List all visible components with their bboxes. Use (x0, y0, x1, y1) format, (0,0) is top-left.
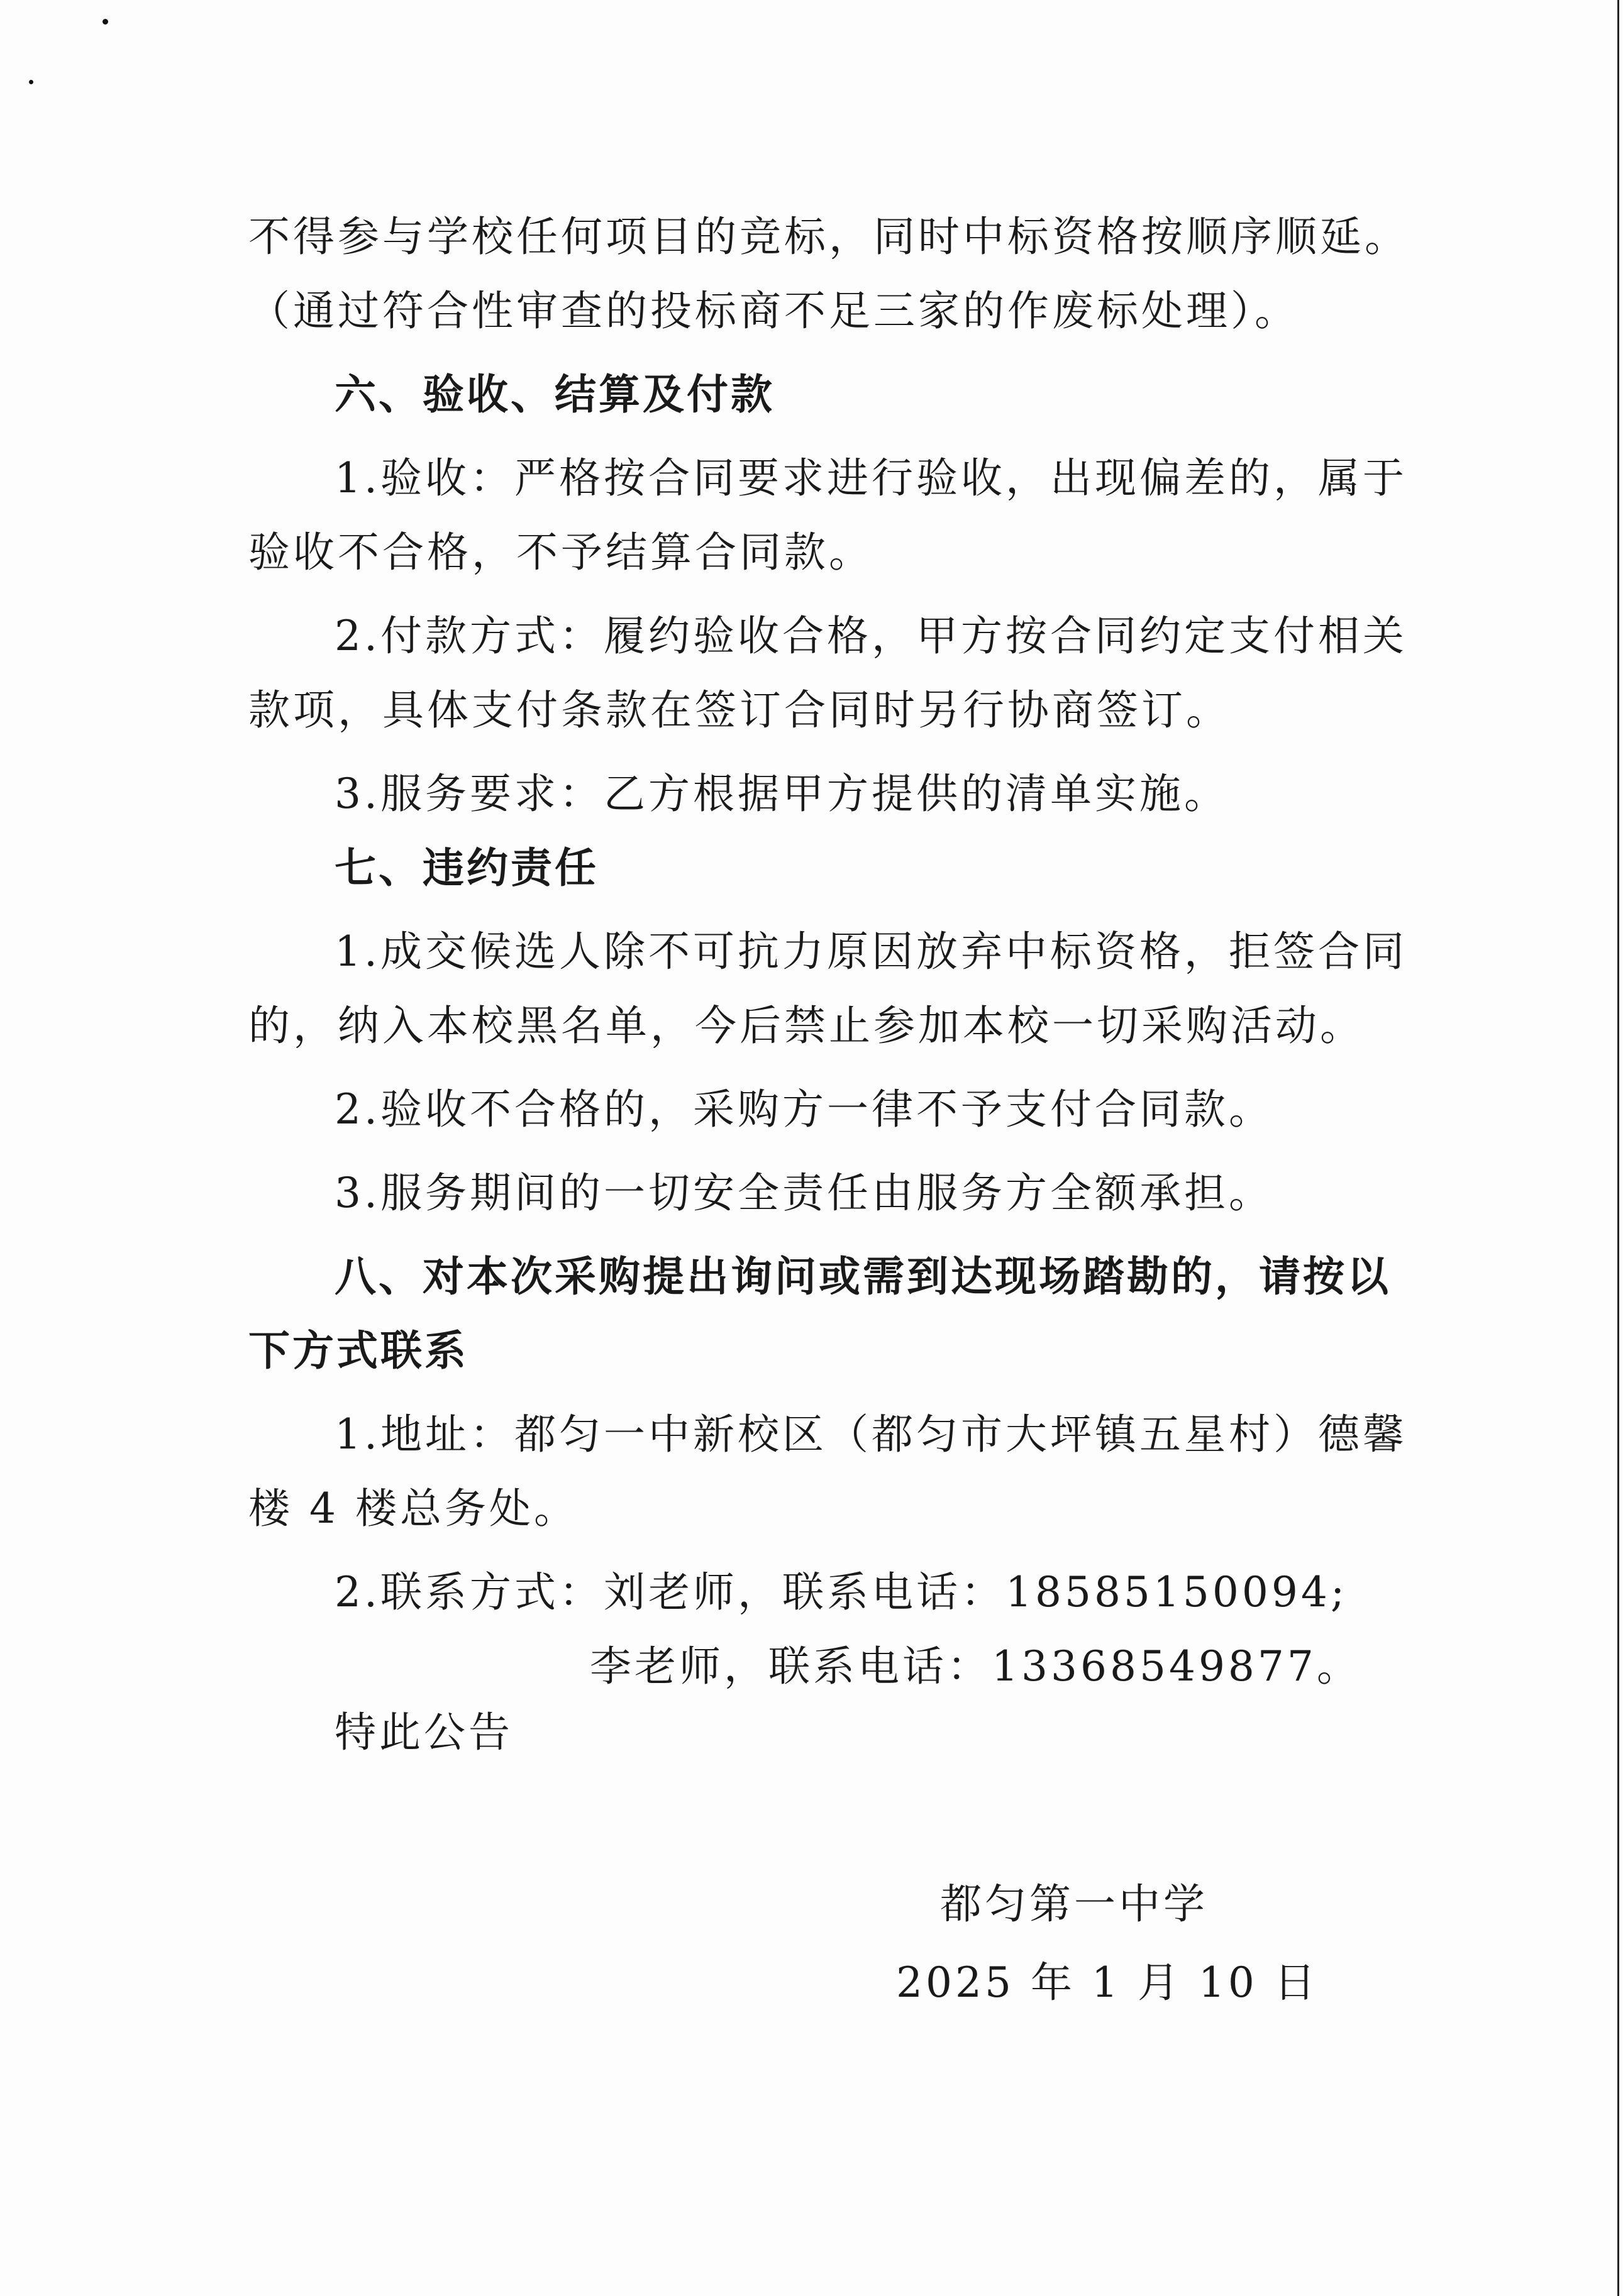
clause-6-3: 3.服务要求：乙方根据甲方提供的清单实施。 (335, 770, 1229, 818)
clause-8-2-cont: 李老师，联系电话：13368549877。 (590, 1642, 1361, 1691)
section-heading-6: 六、验收、结算及付款 (335, 370, 775, 419)
clause-6-1: 1.验收：严格按合同要求进行验收，出现偏差的，属于 (335, 454, 1407, 502)
clause-8-1: 1.地址：都匀一中新校区（都匀市大坪镇五星村）德馨 (335, 1410, 1407, 1459)
clause-6-2-cont: 款项，具体支付条款在签订合同时另行协商签订。 (248, 686, 1231, 734)
clause-7-2: 2.验收不合格的，采购方一律不予支付合同款。 (335, 1085, 1273, 1134)
scan-speck (102, 19, 108, 25)
document-body (248, 200, 1409, 1704)
page-edge-line (1617, 0, 1619, 2296)
clause-7-3: 3.服务期间的一切安全责任由服务方全额承担。 (335, 1169, 1273, 1217)
section-heading-8: 八、对本次采购提出询问或需到达现场踏勘的，请按以 (335, 1252, 1391, 1301)
section-heading-7: 七、违约责任 (335, 844, 599, 892)
notice-closing: 特此公告 (335, 1708, 513, 1757)
clause-8-1-cont: 楼 4 楼总务处。 (248, 1484, 579, 1533)
paragraph-continuation: 不得参与学校任何项目的竞标，同时中标资格按顺序顺延。 (248, 212, 1409, 261)
clause-7-1: 1.成交候选人除不可抗力原因放弃中标资格，拒签合同 (335, 927, 1407, 976)
scan-speck (29, 80, 33, 84)
clause-6-2: 2.付款方式：履约验收合格，甲方按合同约定支付相关 (335, 612, 1407, 660)
clause-6-1-cont: 验收不合格，不予结算合同款。 (248, 528, 873, 577)
paragraph-continuation: （通过符合性审查的投标商不足三家的作废标处理）。 (248, 287, 1299, 335)
clause-7-1-cont: 的，纳入本校黑名单，今后禁止参加本校一切采购活动。 (248, 1002, 1365, 1050)
issuing-organization: 都匀第一中学 (940, 1880, 1208, 1928)
clause-8-2: 2.联系方式：刘老师，联系电话：18585150094; (335, 1568, 1348, 1616)
section-heading-8-cont: 下方式联系 (248, 1327, 468, 1375)
issue-date: 2025 年 1 月 10 日 (896, 1958, 1319, 2007)
